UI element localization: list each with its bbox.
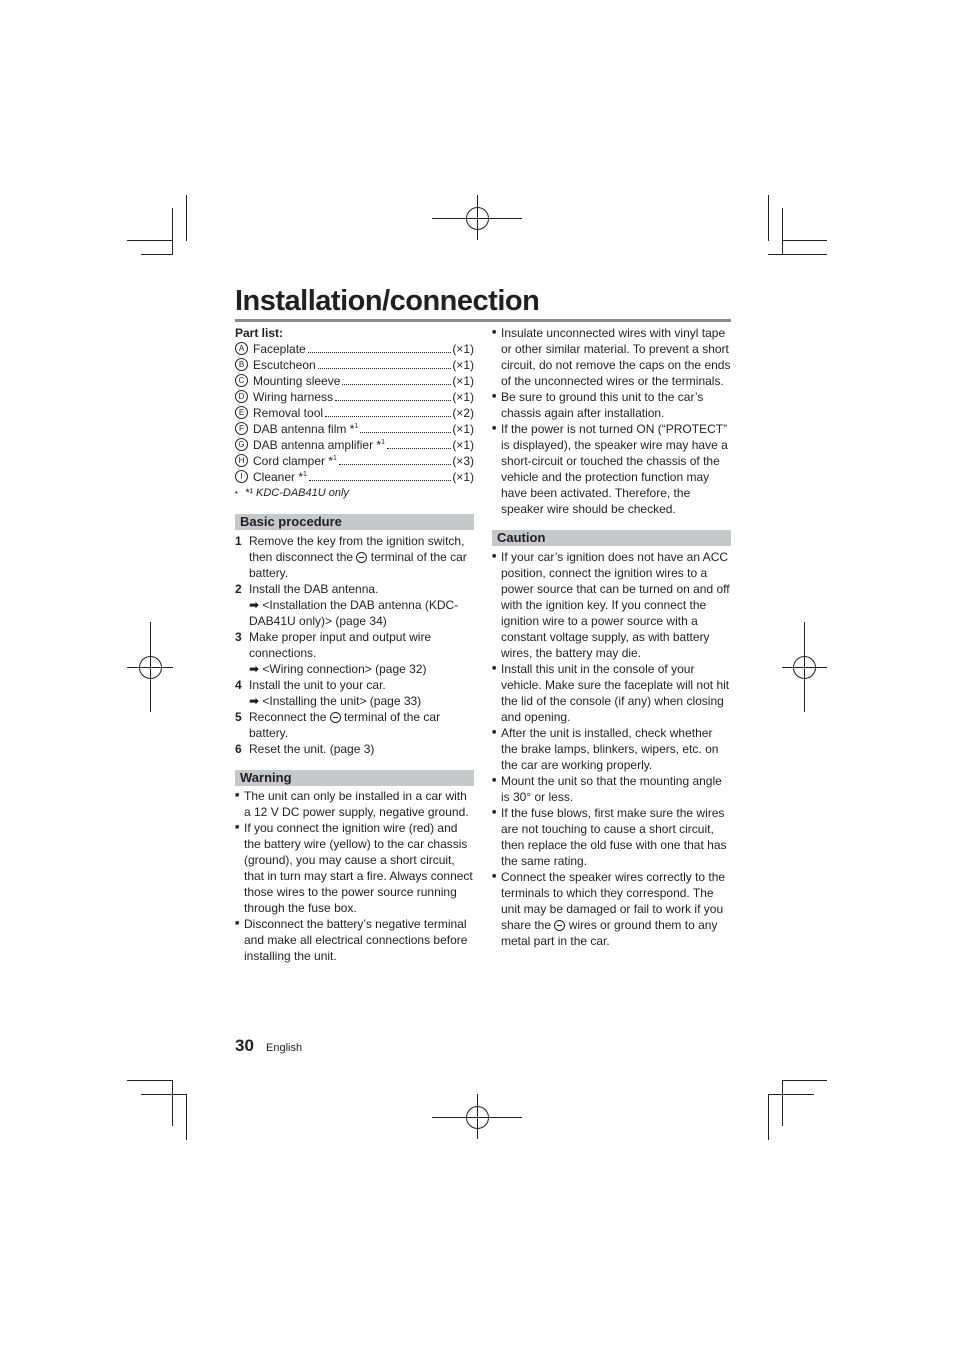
- part-name: DAB antenna film *$^1$: [253, 422, 359, 436]
- letter-g-icon: G: [235, 438, 248, 451]
- arrow-right-icon: ➡: [249, 598, 260, 612]
- parts-footnote: • *¹ KDC-DAB41U only: [235, 485, 474, 501]
- part-quantity: (×2): [452, 406, 474, 420]
- page-language: English: [266, 1042, 303, 1054]
- bullet-icon: ■: [235, 824, 240, 831]
- caution-item: ■ After the unit is installed, check whether the brake lamps, blinkers, wipers, etc. on the car are working properly.: [492, 726, 719, 772]
- note-item: ■ Be sure to ground this unit to the car’s chassis again after installation.: [492, 390, 704, 420]
- parts-list-item: [235, 373, 474, 389]
- minus-terminal-icon: [356, 552, 367, 563]
- part-quantity: (×1): [452, 470, 474, 484]
- parts-list-item: [235, 389, 474, 405]
- caution-item: ■ If the fuse blows, first make sure the wires are not touching to cause a short circuit, then replace the old fuse with one that has the same rating.: [492, 806, 727, 868]
- part-name: Escutcheon: [253, 358, 316, 372]
- page-reference: ➡ <Wiring connection> (page 32): [249, 662, 427, 676]
- part-name: Mounting sleeve: [253, 374, 341, 388]
- general-notes: [492, 325, 731, 517]
- basic-procedure-heading: Basic procedure: [235, 514, 474, 530]
- warning-item: ■ If you connect the ignition wire (red) and the battery wire (yellow) to the car chassis (ground), you may cause a short circuit, that in turn may start a fire. Always connect those wires to the power source running through the fuse box.: [235, 821, 473, 915]
- letter-a-icon: A: [235, 342, 248, 355]
- left-column: [235, 325, 474, 964]
- part-quantity: (×1): [452, 342, 474, 356]
- bullet-icon: ■: [492, 329, 497, 336]
- caution-item: ■ Install this unit in the console of your vehicle. Make sure the faceplate will not hit the lid of the console (if any) when closing and opening.: [492, 662, 730, 724]
- bullet-icon: ■: [492, 809, 497, 816]
- bullet-icon: ■: [492, 729, 497, 736]
- bullet-icon: ■: [492, 665, 497, 672]
- caution-item: ■ Connect the speaker wires correctly to the terminals to which they correspond. The unit may be damaged or fail to work if you share the wires or ground them to any metal part in the car.: [492, 870, 726, 948]
- minus-terminal-icon: [554, 920, 565, 931]
- parts-list: [235, 341, 474, 485]
- note-item: ■ If the power is not turned ON (“PROTECT” is displayed), the speaker wire may have a short-circuit or touched the chassis of the vehicle and the protection function may have been activated. Therefore, the speaker wire should be checked.: [492, 422, 728, 516]
- part-name: Faceplate: [253, 342, 306, 356]
- caution-item: ■ If your car’s ignition does not have an ACC position, connect the ignition wires to a power source that can be turned on and off with the ignition key. If you connect the ignition wire to a power source with a constant voltage supply, as with battery wires, the battery may die.: [492, 550, 730, 660]
- procedure-step-5: 5 Reconnect the terminal of the car battery.: [235, 710, 441, 740]
- minus-terminal-icon: [330, 712, 341, 723]
- page-reference: ➡ <Installing the unit> (page 33): [249, 694, 422, 708]
- letter-i-icon: I: [235, 470, 248, 483]
- letter-d-icon: D: [235, 390, 248, 403]
- part-name: Cleaner *$^1$: [253, 470, 307, 484]
- bullet-icon: ■: [235, 920, 240, 927]
- part-quantity: (×1): [452, 422, 474, 436]
- bullet-icon: ■: [492, 553, 497, 560]
- parts-list-heading: Part list:: [235, 326, 284, 340]
- warning-item: ■ Disconnect the battery’s negative terminal and make all electrical connections before installing the unit.: [235, 917, 468, 963]
- bullet-icon: ■: [492, 777, 497, 784]
- letter-e-icon: E: [235, 406, 248, 419]
- procedure-steps: [235, 533, 474, 757]
- bullet-icon: ■: [492, 393, 497, 400]
- part-quantity: (×1): [452, 358, 474, 372]
- procedure-step-1: 1 Remove the key from the ignition switch, then disconnect the terminal of the car battery.: [235, 534, 467, 580]
- procedure-step-2: 2 Install the DAB antenna. ➡ <Installation the DAB antenna (KDC-DAB41U only)> (page 34): [235, 581, 474, 629]
- caution-list: [492, 549, 731, 949]
- parts-list-item: [235, 341, 474, 357]
- note-item: ■ Insulate unconnected wires with vinyl tape or other similar material. To prevent a short circuit, do not remove the caps on the ends of the unconnected wires or the terminals.: [492, 326, 731, 388]
- arrow-right-icon: ➡: [249, 662, 260, 676]
- procedure-step-6: 6 Reset the unit. (page 3): [235, 742, 375, 756]
- parts-list-item: [235, 469, 474, 485]
- bullet-icon: ■: [492, 873, 497, 880]
- warning-heading: Warning: [235, 770, 474, 786]
- part-quantity: (×1): [452, 374, 474, 388]
- bullet-icon: ■: [235, 792, 240, 799]
- parts-list-item: [235, 357, 474, 373]
- part-name: Removal tool: [253, 406, 324, 420]
- letter-h-icon: H: [235, 454, 248, 467]
- part-name: Wiring harness: [253, 390, 334, 404]
- procedure-step-4: 4 Install the unit to your car. ➡ <Installing the unit> (page 33): [235, 677, 474, 709]
- caution-item: ■ Mount the unit so that the mounting angle is 30° or less.: [492, 774, 722, 804]
- warning-item: ■ The unit can only be installed in a car with a 12 V DC power supply, negative ground.: [235, 789, 469, 819]
- bullet-icon: ■: [492, 425, 497, 432]
- part-quantity: (×1): [452, 390, 474, 404]
- page-reference: ➡ <Installation the DAB antenna (KDC-DAB41U only)> (page 34): [249, 598, 459, 628]
- caution-heading: Caution: [492, 530, 731, 546]
- letter-f-icon: F: [235, 422, 248, 435]
- page-title: Installation/connection: [235, 283, 731, 322]
- letter-c-icon: C: [235, 374, 248, 387]
- part-name: DAB antenna amplifier *$^1$: [253, 438, 385, 452]
- part-name: Cord clamper *$^1$: [253, 454, 337, 468]
- part-quantity: (×1): [452, 438, 474, 452]
- letter-b-icon: B: [235, 358, 248, 371]
- procedure-step-3: 3 Make proper input and output wire connections. ➡ <Wiring connection> (page 32): [235, 629, 474, 677]
- warning-list: [235, 788, 474, 964]
- part-quantity: (×3): [452, 454, 474, 468]
- page-number: 30: [235, 1036, 254, 1055]
- right-column: [492, 325, 731, 949]
- arrow-right-icon: ➡: [249, 694, 260, 708]
